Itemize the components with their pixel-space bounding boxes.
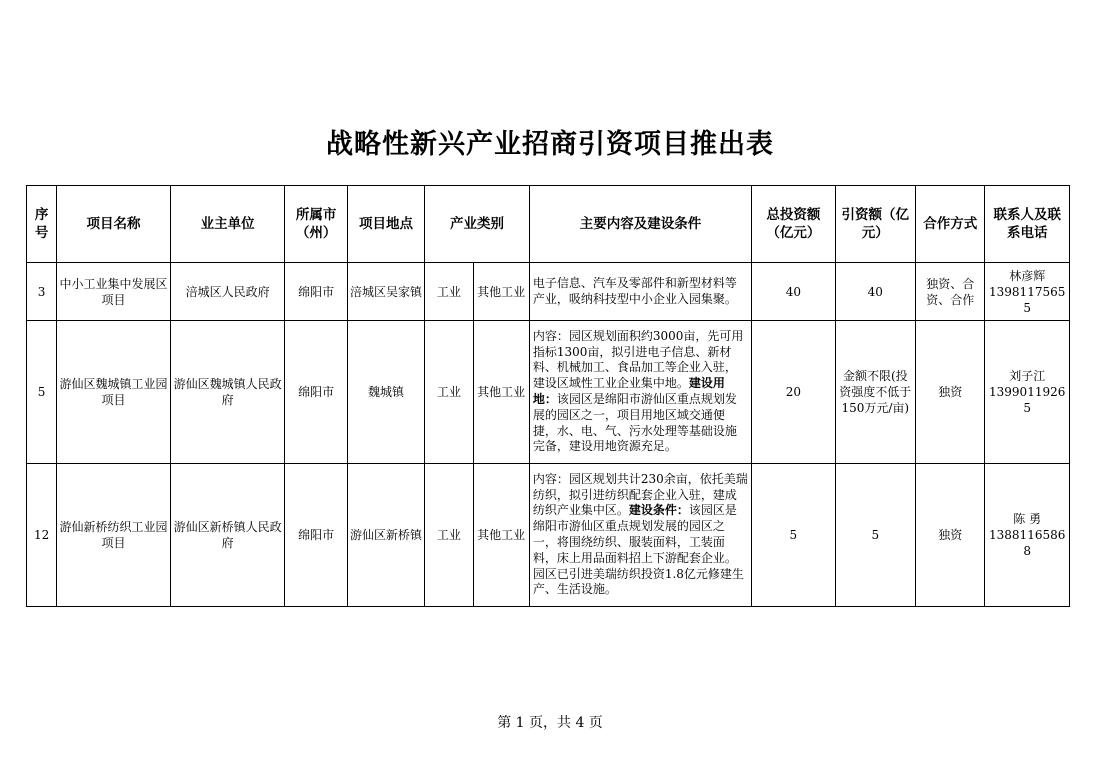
cell-seq: 12 <box>27 464 57 607</box>
cell-owner: 涪城区人民政府 <box>170 263 285 321</box>
cell-attract-amount: 5 <box>835 464 915 607</box>
cell-owner: 游仙区新桥镇人民政府 <box>170 464 285 607</box>
page-title: 战略性新兴产业招商引资项目推出表 <box>326 129 774 160</box>
table-row <box>27 321 1070 464</box>
contact-name: 刘子江 <box>1009 369 1046 383</box>
header-cooperation: 合作方式 <box>916 186 985 263</box>
cell-cooperation: 独资 <box>916 321 985 464</box>
contact-name: 林彦辉 <box>1009 268 1046 283</box>
header-content: 主要内容及建设条件 <box>529 186 751 263</box>
cell-project-name: 游仙区魏城镇工业园项目 <box>57 321 171 464</box>
cell-total-investment: 20 <box>752 321 835 464</box>
header-city: 所属市（州） <box>285 186 347 263</box>
contact-phone: 13881165868 <box>989 528 1066 558</box>
project-table <box>26 185 1070 607</box>
cell-content <box>529 263 751 321</box>
cell-seq: 3 <box>27 263 57 321</box>
cell-industry-main: 工业 <box>425 321 473 464</box>
cell-industry-sub: 其他工业 <box>473 263 529 321</box>
cell-project-name: 游仙新桥纺织工业园项目 <box>57 464 171 607</box>
cell-contact <box>985 263 1070 321</box>
cell-content <box>529 464 751 607</box>
cell-contact <box>985 321 1070 464</box>
content-text: 内容：园区规划共计230余亩，依托美瑞纺织，拟引进纺织配套企业入驻，建成纺织产业集中区。 <box>532 471 748 518</box>
contact-phone: 13981175655 <box>989 284 1066 315</box>
cell-cooperation: 独资 <box>916 464 985 607</box>
header-industry: 产业类别 <box>425 186 530 263</box>
cell-content <box>529 321 751 464</box>
table-row <box>27 464 1070 607</box>
table-row <box>27 263 1070 321</box>
content-bold-label: 建设条件： <box>628 503 689 518</box>
cell-industry-main: 工业 <box>425 464 473 607</box>
content-bold-label: 建设用地： <box>532 376 725 406</box>
cell-industry-sub: 其他工业 <box>473 464 529 607</box>
cell-city: 绵阳市 <box>285 321 347 464</box>
cell-project-name: 中小工业集中发展区项目 <box>57 263 171 321</box>
cell-industry-sub: 其他工业 <box>473 321 529 464</box>
content-text: 内容：园区规划面积约3000亩，先可用指标1300亩，拟引进电子信息、新材料、机械加工、食品加工等企业入驻，建设区域性工业企业集中地。 <box>532 328 744 391</box>
header-location: 项目地点 <box>347 186 424 263</box>
header-attract-amount: 引资额（亿元） <box>835 186 915 263</box>
content-text: 电子信息、汽车及零部件和新型材料等产业，吸纳科技型中小企业入园集聚。 <box>532 275 737 306</box>
cell-contact <box>985 464 1070 607</box>
cell-location: 魏城镇 <box>347 321 424 464</box>
page-number-footer: 第 1 页，共 4 页 <box>497 715 603 731</box>
contact-name: 陈 勇 <box>1013 512 1042 526</box>
cell-cooperation: 独资、合资、合作 <box>916 263 985 321</box>
cell-seq: 5 <box>27 321 57 464</box>
cell-attract-amount: 金额不限(投资强度不低于150万元/亩) <box>835 321 915 464</box>
content-text: 该园区是绵阳市游仙区重点规划发展的园区之一，项目用地区域交通便捷，水、电、气、污水处理等基础设施完备，建设用地资源充足。 <box>532 392 737 454</box>
cell-location: 游仙区新桥镇 <box>347 464 424 607</box>
cell-total-investment: 5 <box>752 464 835 607</box>
content-text: 该园区是绵阳市游仙区重点规划发展的园区之一，将围绕纺织、服装面料，工装面料，床上用品面料招上下游配套企业。园区已引进美瑞纺织投资1.8亿元修建生产、生活设施。 <box>532 503 744 597</box>
cell-total-investment: 40 <box>752 263 835 321</box>
cell-location: 涪城区吴家镇 <box>347 263 424 321</box>
cell-industry-main: 工业 <box>425 263 473 321</box>
header-contact: 联系人及联系电话 <box>985 186 1070 263</box>
cell-city: 绵阳市 <box>285 263 347 321</box>
header-owner: 业主单位 <box>170 186 285 263</box>
table-header-row <box>27 186 1070 263</box>
header-seq: 序号 <box>27 186 57 263</box>
cell-city: 绵阳市 <box>285 464 347 607</box>
header-total-investment: 总投资额（亿元） <box>752 186 835 263</box>
contact-phone: 13990119265 <box>989 385 1066 415</box>
cell-attract-amount: 40 <box>835 263 915 321</box>
header-project-name: 项目名称 <box>57 186 171 263</box>
cell-owner: 游仙区魏城镇人民政府 <box>170 321 285 464</box>
